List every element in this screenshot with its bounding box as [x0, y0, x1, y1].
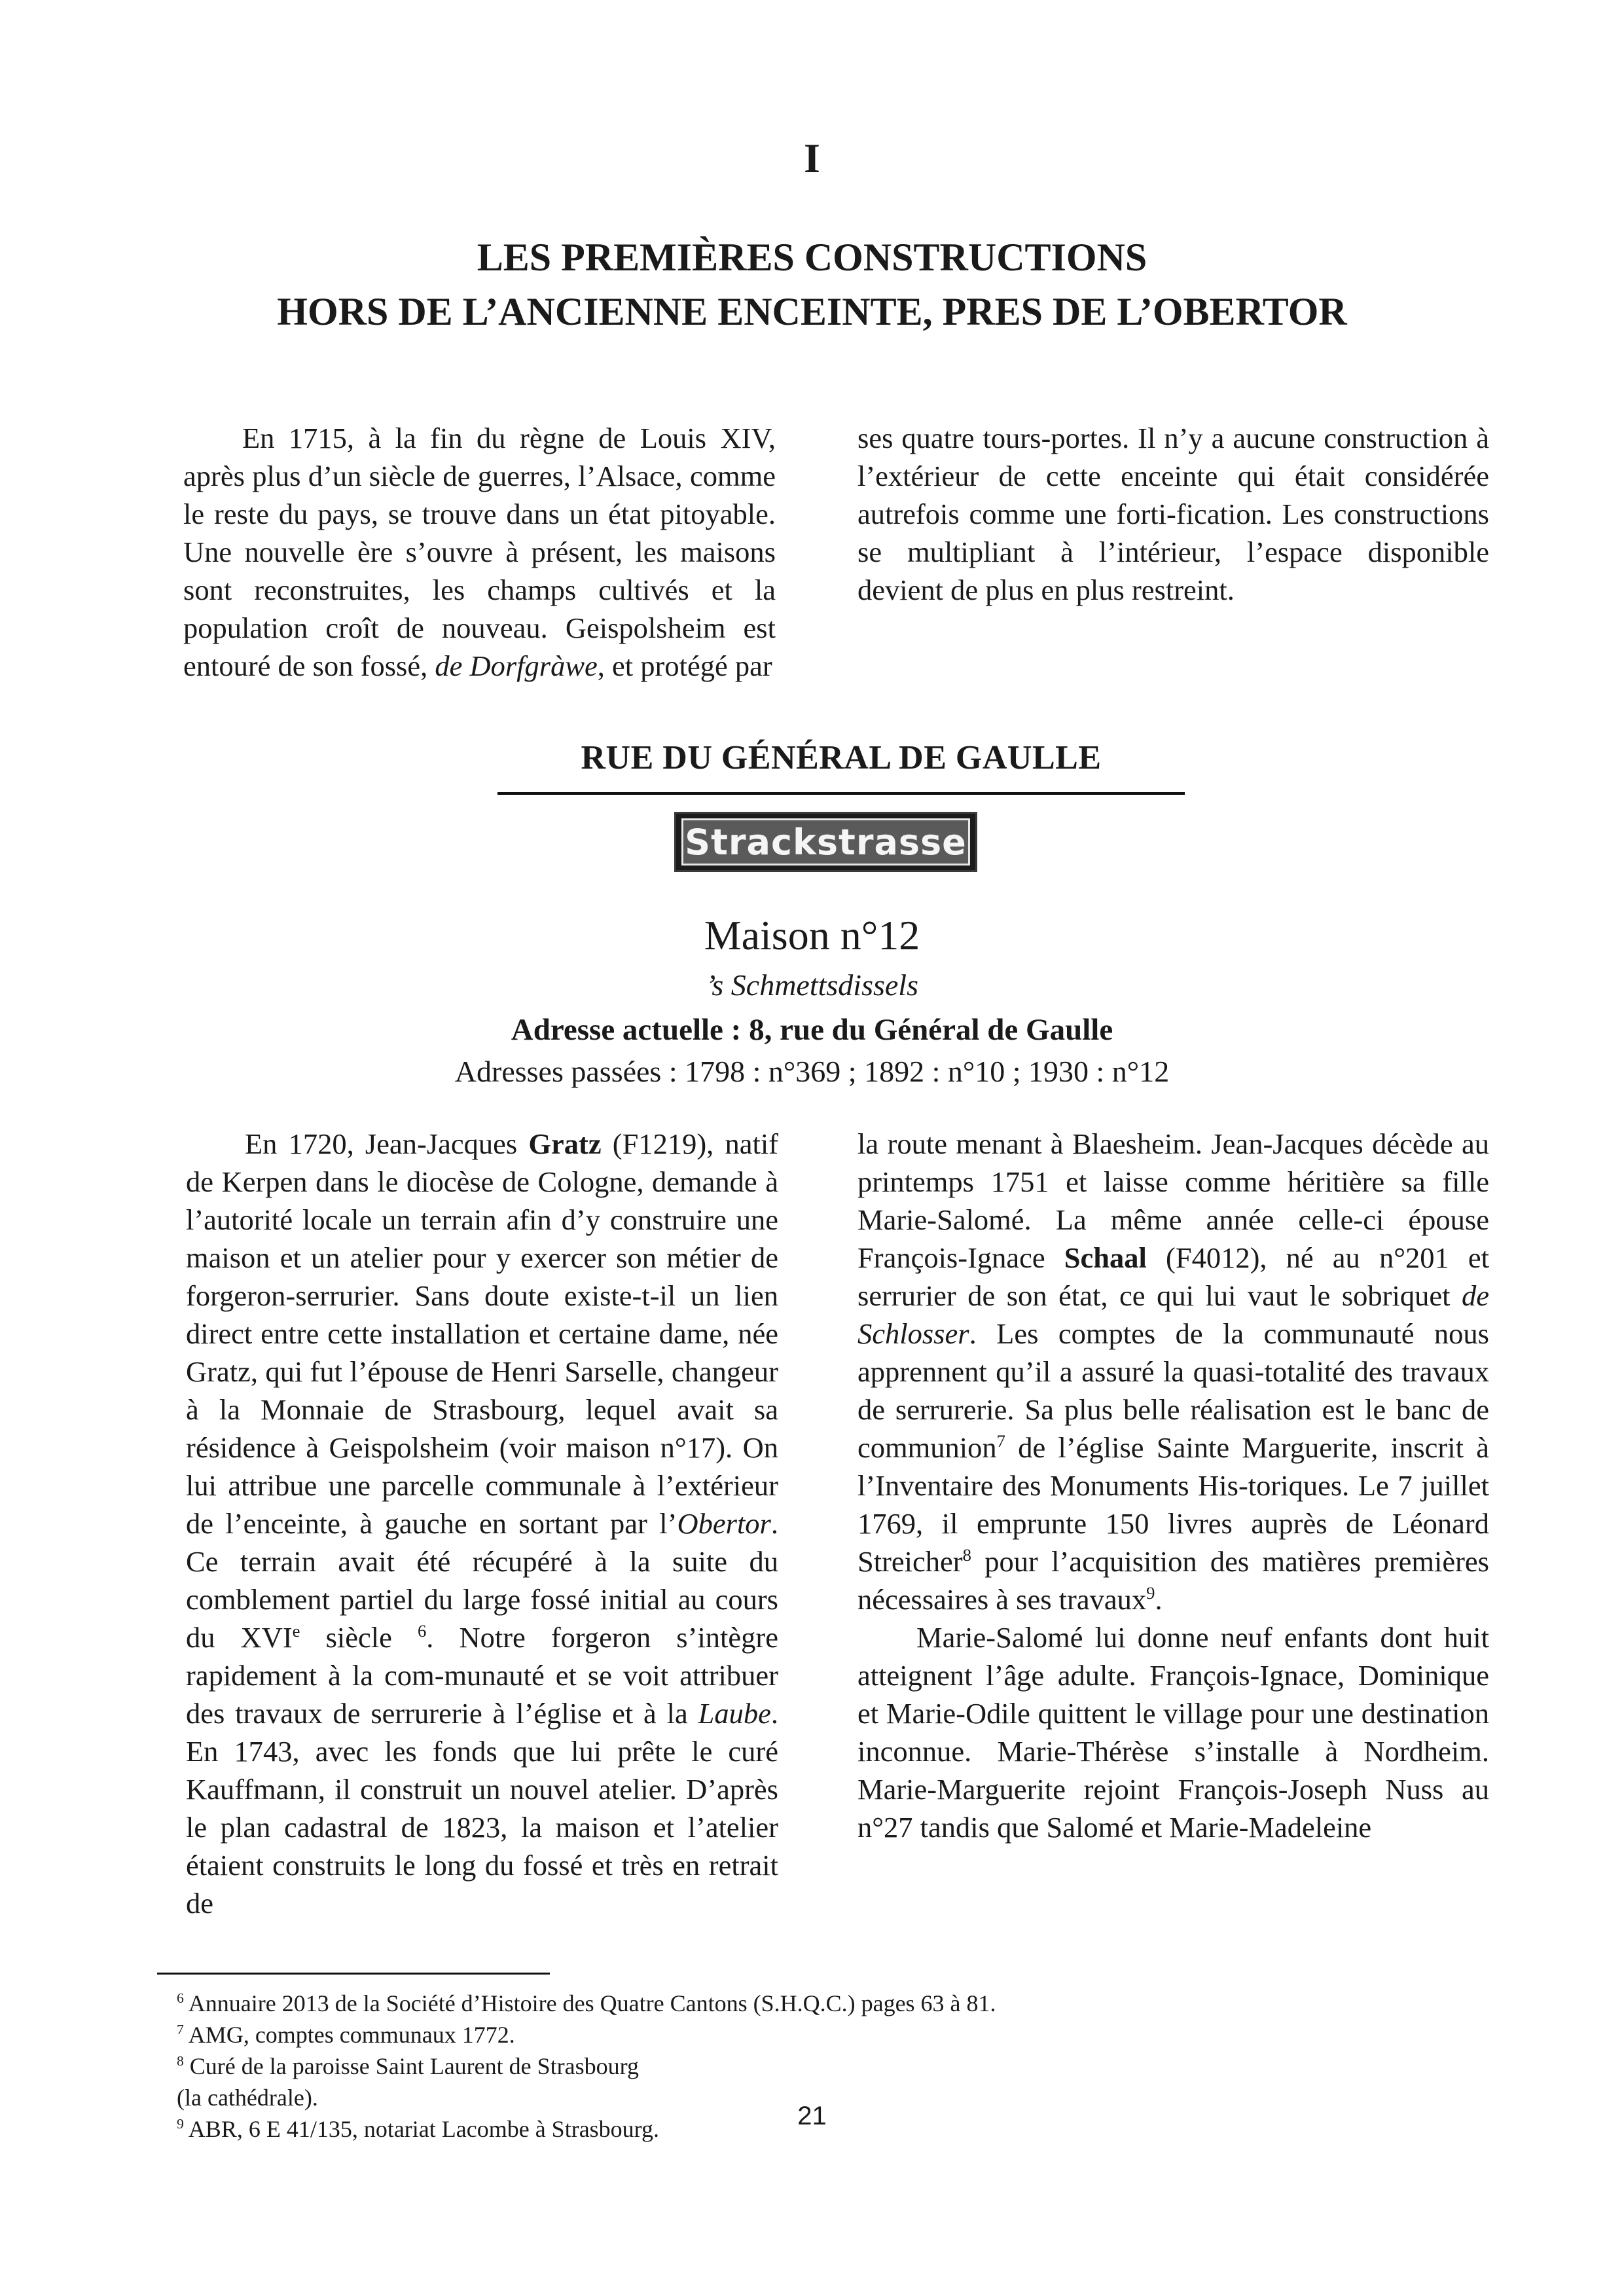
footnote-ref-9: 9 [1146, 1583, 1155, 1603]
text-run: siècle [300, 1621, 418, 1654]
footnote [177, 2019, 1355, 2050]
section-underline [497, 792, 1185, 795]
house-title: Maison n°12 [704, 912, 920, 958]
intro-left-column [183, 419, 776, 685]
intro-text: En 1715, à la fin du règne de Louis XIV, après plus d’un siècle de guerres, l’Alsace, comme le reste du pays, se trouve dans un état pitoyable. Une nouvelle ère s’ouvre à présent, les maisons sont reconstruites, les champs cultivés et la population croît de nouveau. Geispolsheim est entouré de son fossé, [183, 422, 776, 682]
footnote-number: 9 [177, 2116, 184, 2132]
chapter-number: I [804, 135, 820, 181]
current-address: Adresse actuelle : 8, rue du Général de Gaulle [511, 1013, 1113, 1047]
body-left-column [186, 1125, 778, 1922]
section-heading: RUE DU GÉNÉRAL DE GAULLE [581, 739, 1102, 776]
text-run: la route menant à Blaesheim. Jean-Jacques décède au printemps 1751 et laisse comme héritière sa fille Marie-Salomé. La même année celle-ci épouse François-Ignace [857, 1127, 1489, 1274]
text-run: En 1720, Jean-Jacques [245, 1127, 529, 1160]
obertor-term: Obertor [677, 1507, 771, 1540]
intro-text-end: , et protégé par [597, 649, 772, 682]
body-paragraph-1-continued [857, 1125, 1489, 1618]
street-sign-label: Strackstrasse [681, 818, 970, 866]
house-alias: ’s Schmettsdissels [706, 968, 918, 1002]
intro-right-column [857, 419, 1489, 609]
footnote-number: 8 [177, 2053, 184, 2069]
intro-continuation: ses quatre tours-portes. Il n’y a aucune construction à l’extérieur de cette enceinte qui était considérée autrefois comme une forti-fication. Les constructions se multipliant à l’intérieur, l’espace disponible devient de plus en plus restreint. [857, 422, 1489, 606]
chapter-title-line-2: HORS DE L’ANCIENNE ENCEINTE, PRES DE L’OBERTOR [277, 290, 1347, 333]
text-run: . Les comptes de la communauté nous apprennent qu’il a assuré la quasi-totalité des travaux de serrurerie. Sa plus belle réalisation est le banc de communion [857, 1317, 1489, 1464]
footnote-text: ABR, 6 E 41/135, notariat Lacombe à Strasbourg. [183, 2116, 660, 2142]
text-run: de l’église Sainte Marguerite, inscrit à l’Inventaire des Monuments His-toriques. Le 7 juillet 1769, il emprunte 150 livres auprès de Léonard Streicher [857, 1431, 1489, 1578]
street-sign-image [674, 812, 977, 872]
text-run: (F4012), né au n°201 et serrurier de son état, ce qui lui vaut le sobriquet [857, 1241, 1489, 1312]
laube-term: Laube [698, 1697, 771, 1730]
chapter-title-line-1: LES PREMIÈRES CONSTRUCTIONS [477, 236, 1147, 279]
text-run: . Notre forgeron s’intègre rapidement à la com-munauté et se voit attribuer des travaux de serrurerie à l’église et à la [186, 1621, 778, 1730]
footnote [177, 1988, 1355, 2019]
footnote-text: Curé de la paroisse Saint Laurent de Strasbourg [183, 2053, 639, 2079]
footnote-number: 7 [177, 2022, 184, 2037]
text-run: . En 1743, avec les fonds que lui prête le curé Kauffmann, il construit un nouvel atelier. D’après le plan cadastral de 1823, la maison et l’atelier étaient construits le long du fossé et très en retrait de [186, 1697, 778, 1920]
footnote-text: (la cathédrale). [177, 2085, 318, 2111]
footnote-separator [157, 1973, 550, 1975]
text-run: . [1155, 1583, 1163, 1616]
footnote-text: Annuaire 2013 de la Société d’Histoire des Quatre Cantons (S.H.Q.C.) pages 63 à 81. [183, 1990, 996, 2016]
body-right-column [857, 1125, 1489, 1846]
footnote-ref-8: 8 [962, 1545, 971, 1565]
dorfgrawe-term: de Dorfgràwe [435, 649, 598, 682]
footnote-ref-6: 6 [417, 1621, 427, 1641]
text-run: pour l’acquisition des matières premières nécessaires à ses travaux [857, 1545, 1489, 1616]
chapter-title [0, 230, 1624, 339]
footnote-text: AMG, comptes communaux 1772. [183, 2022, 515, 2048]
body-paragraph-1 [186, 1125, 778, 1922]
intro-paragraph [183, 419, 776, 685]
page-number: 21 [797, 2102, 827, 2130]
text-run: (F1219), natif de Kerpen dans le diocèse de Cologne, demande à l’autorité locale un terrain afin d’y construire une maison et un atelier pour y exercer son métier de forgeron-serrurier. Sans doute existe-t-il un lien direct entre cette installation et certaine dame, née Gratz, qui fut l’épouse de Henri Sarselle, changeur à la Monnaie de Strasbourg, lequel avait sa résidence à Geispolsheim (voir maison n°17). On lui attribue une parcelle communale à l’extérieur de l’enceinte, à gauche en sortant par l’ [186, 1127, 778, 1540]
schlosser-term: de Schlosser [857, 1279, 1489, 1350]
surname-gratz: Gratz [528, 1127, 602, 1160]
footnote [177, 2050, 1355, 2082]
past-addresses: Adresses passées : 1798 : n°369 ; 1892 : n°10 ; 1930 : n°12 [454, 1055, 1170, 1088]
surname-schaal: Schaal [1064, 1241, 1147, 1274]
body-paragraph-2: Marie-Salomé lui donne neuf enfants dont huit atteignent l’âge adulte. François-Ignace, Dominique et Marie-Odile quittent le village pour une destination inconnue. Marie-Thérèse s’installe à Nordheim. Marie-Marguerite rejoint François-Joseph Nuss au n°27 tandis que Salomé et Marie-Madeleine [857, 1621, 1489, 1844]
century-superscript: e [292, 1621, 300, 1641]
footnote-number: 6 [177, 1990, 184, 2006]
footnote-ref-7: 7 [996, 1431, 1005, 1451]
text-run: . Ce terrain avait été récupéré à la suite du comblement partiel du large fossé initial au cours du XVI [186, 1507, 778, 1654]
